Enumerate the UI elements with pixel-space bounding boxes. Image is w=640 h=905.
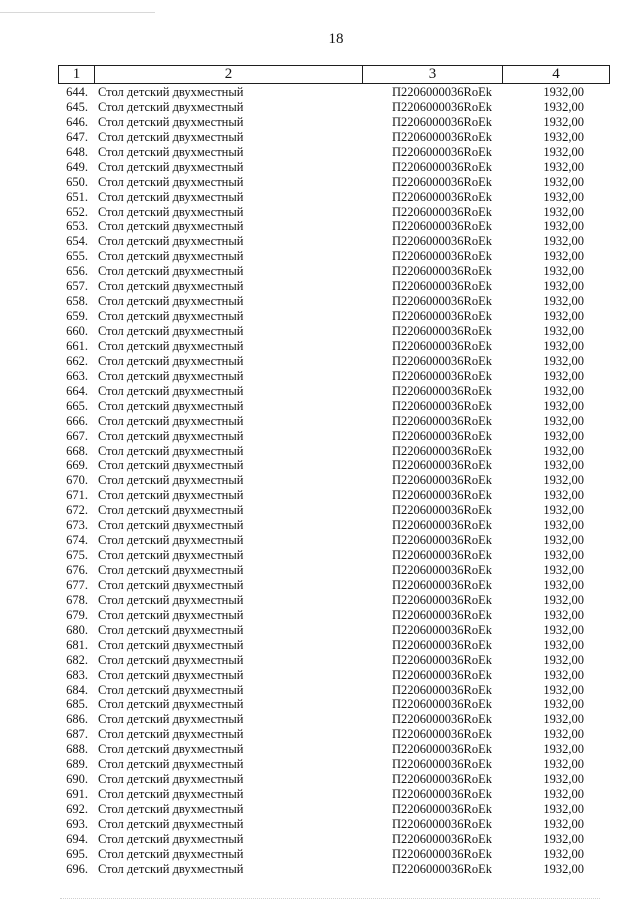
item-price: 1932,00 bbox=[543, 577, 584, 592]
item-price: 1932,00 bbox=[543, 144, 584, 159]
item-price: 1932,00 bbox=[543, 697, 584, 712]
row-number: 651. bbox=[66, 189, 88, 204]
table-row bbox=[58, 742, 618, 757]
table-row bbox=[58, 249, 618, 264]
row-number: 660. bbox=[66, 324, 88, 338]
item-name: Стол детский двухместный bbox=[98, 458, 244, 473]
row-number: 674. bbox=[66, 533, 88, 548]
row-number: 659. bbox=[66, 309, 88, 324]
row-number: 692. bbox=[66, 802, 88, 816]
table-row bbox=[58, 578, 618, 593]
item-price: 1932,00 bbox=[543, 398, 584, 413]
row-number: 654. bbox=[66, 234, 88, 249]
table-row bbox=[58, 160, 618, 175]
row-number: 647. bbox=[66, 129, 88, 144]
table-row bbox=[58, 533, 618, 548]
item-price: 1932,00 bbox=[543, 279, 584, 294]
table-row bbox=[58, 190, 618, 205]
table-row bbox=[58, 668, 618, 683]
table-row bbox=[58, 787, 618, 802]
item-price: 1932,00 bbox=[543, 757, 584, 772]
item-price: 1932,00 bbox=[543, 338, 584, 353]
table-row bbox=[58, 414, 618, 429]
item-name: Стол детский двухместный bbox=[98, 353, 244, 368]
column-header-3: 3 bbox=[363, 66, 503, 83]
item-name: Стол детский двухместный bbox=[98, 324, 244, 338]
row-number: 686. bbox=[66, 712, 88, 727]
item-name: Стол детский двухместный bbox=[98, 383, 244, 398]
inventory-code: П2206000036RoEk bbox=[392, 144, 492, 159]
row-number: 663. bbox=[66, 368, 88, 383]
table-row bbox=[58, 294, 618, 309]
table-row bbox=[58, 772, 618, 787]
item-name: Стол детский двухместный bbox=[98, 592, 244, 607]
row-number: 658. bbox=[66, 294, 88, 309]
item-price: 1932,00 bbox=[543, 234, 584, 249]
table-row bbox=[58, 608, 618, 623]
item-price: 1932,00 bbox=[543, 99, 584, 114]
table-row bbox=[58, 548, 618, 563]
table-row bbox=[58, 175, 618, 190]
item-name: Стол детский двухместный bbox=[98, 727, 244, 742]
table-row bbox=[58, 429, 618, 444]
row-number: 678. bbox=[66, 592, 88, 607]
item-price: 1932,00 bbox=[543, 219, 584, 234]
table-row bbox=[58, 279, 618, 294]
row-number: 645. bbox=[66, 99, 88, 114]
item-name: Стол детский двухместный bbox=[98, 518, 244, 533]
inventory-code: П2206000036RoEk bbox=[392, 742, 492, 757]
table-row bbox=[58, 638, 618, 653]
row-number: 676. bbox=[66, 563, 88, 577]
inventory-code: П2206000036RoEk bbox=[392, 443, 492, 458]
inventory-code: П2206000036RoEk bbox=[392, 234, 492, 249]
item-name: Стол детский двухместный bbox=[98, 503, 244, 518]
row-number: 669. bbox=[66, 458, 88, 473]
row-number: 696. bbox=[66, 861, 88, 876]
table-row bbox=[58, 324, 618, 339]
item-name: Стол детский двухместный bbox=[98, 189, 244, 204]
inventory-code: П2206000036RoEk bbox=[392, 458, 492, 473]
scan-bottom-line bbox=[60, 898, 600, 900]
item-name: Стол детский двухместный bbox=[98, 831, 244, 846]
row-number: 689. bbox=[66, 757, 88, 772]
inventory-code: П2206000036RoEk bbox=[392, 712, 492, 727]
item-price: 1932,00 bbox=[543, 204, 584, 219]
inventory-code: П2206000036RoEk bbox=[392, 831, 492, 846]
row-number: 661. bbox=[66, 338, 88, 353]
row-number: 644. bbox=[66, 85, 88, 99]
row-number: 646. bbox=[66, 114, 88, 129]
row-number: 682. bbox=[66, 652, 88, 667]
row-number: 672. bbox=[66, 503, 88, 518]
item-name: Стол детский двухместный bbox=[98, 548, 244, 563]
inventory-code: П2206000036RoEk bbox=[392, 637, 492, 652]
item-name: Стол детский двухместный bbox=[98, 473, 244, 488]
table-row bbox=[58, 100, 618, 115]
row-number: 673. bbox=[66, 518, 88, 533]
item-name: Стол детский двухместный bbox=[98, 757, 244, 772]
inventory-code: П2206000036RoEk bbox=[392, 309, 492, 324]
item-name: Стол детский двухместный bbox=[98, 129, 244, 144]
item-name: Стол детский двухместный bbox=[98, 712, 244, 727]
table-row bbox=[58, 444, 618, 459]
inventory-code: П2206000036RoEk bbox=[392, 174, 492, 189]
item-price: 1932,00 bbox=[543, 249, 584, 264]
table-body bbox=[58, 85, 618, 877]
page-number: 18 bbox=[328, 31, 344, 47]
item-price: 1932,00 bbox=[543, 802, 584, 816]
row-number: 690. bbox=[66, 772, 88, 787]
table-row bbox=[58, 593, 618, 608]
item-price: 1932,00 bbox=[543, 443, 584, 458]
row-number: 683. bbox=[66, 667, 88, 682]
item-name: Стол детский двухместный bbox=[98, 174, 244, 189]
item-price: 1932,00 bbox=[543, 324, 584, 338]
row-number: 656. bbox=[66, 264, 88, 279]
column-header-4: 4 bbox=[552, 66, 560, 82]
inventory-code: П2206000036RoEk bbox=[392, 802, 492, 816]
inventory-code: П2206000036RoEk bbox=[392, 219, 492, 234]
item-price: 1932,00 bbox=[543, 667, 584, 682]
row-number: 662. bbox=[66, 353, 88, 368]
table-row bbox=[58, 697, 618, 712]
row-number: 688. bbox=[66, 742, 88, 757]
inventory-code: П2206000036RoEk bbox=[392, 114, 492, 129]
inventory-code: П2206000036RoEk bbox=[392, 428, 492, 443]
item-name: Стол детский двухместный bbox=[98, 99, 244, 114]
table-row bbox=[58, 264, 618, 279]
item-name: Стол детский двухместный bbox=[98, 204, 244, 219]
inventory-code: П2206000036RoEk bbox=[392, 189, 492, 204]
inventory-code: П2206000036RoEk bbox=[392, 338, 492, 353]
item-price: 1932,00 bbox=[543, 518, 584, 533]
row-number: 665. bbox=[66, 398, 88, 413]
item-name: Стол детский двухместный bbox=[98, 697, 244, 712]
item-name: Стол детский двухместный bbox=[98, 309, 244, 324]
item-name: Стол детский двухместный bbox=[98, 249, 244, 264]
table-row bbox=[58, 802, 618, 817]
inventory-code: П2206000036RoEk bbox=[392, 488, 492, 503]
table-row bbox=[58, 234, 618, 249]
table-row bbox=[58, 518, 618, 533]
row-number: 653. bbox=[66, 219, 88, 234]
item-name: Стол детский двухместный bbox=[98, 114, 244, 129]
item-price: 1932,00 bbox=[543, 413, 584, 428]
row-number: 666. bbox=[66, 413, 88, 428]
item-price: 1932,00 bbox=[543, 772, 584, 787]
row-number: 675. bbox=[66, 548, 88, 563]
inventory-code: П2206000036RoEk bbox=[392, 772, 492, 787]
table-row bbox=[58, 623, 618, 638]
item-name: Стол детский двухместный bbox=[98, 279, 244, 294]
item-price: 1932,00 bbox=[543, 114, 584, 129]
row-number: 679. bbox=[66, 607, 88, 622]
inventory-code: П2206000036RoEk bbox=[392, 667, 492, 682]
item-name: Стол детский двухместный bbox=[98, 667, 244, 682]
item-name: Стол детский двухместный bbox=[98, 219, 244, 234]
table-row bbox=[58, 847, 618, 862]
table-row bbox=[58, 205, 618, 220]
item-price: 1932,00 bbox=[543, 682, 584, 697]
item-name: Стол детский двухместный bbox=[98, 637, 244, 652]
item-price: 1932,00 bbox=[543, 816, 584, 831]
inventory-code: П2206000036RoEk bbox=[392, 533, 492, 548]
inventory-code: П2206000036RoEk bbox=[392, 353, 492, 368]
item-name: Стол детский двухместный bbox=[98, 772, 244, 787]
table-row bbox=[58, 369, 618, 384]
table-row bbox=[58, 399, 618, 414]
scan-edge-line bbox=[0, 12, 155, 13]
row-number: 657. bbox=[66, 279, 88, 294]
item-price: 1932,00 bbox=[543, 563, 584, 577]
item-price: 1932,00 bbox=[543, 189, 584, 204]
item-price: 1932,00 bbox=[543, 712, 584, 727]
column-header-1: 1 bbox=[59, 66, 95, 83]
inventory-code: П2206000036RoEk bbox=[392, 816, 492, 831]
item-price: 1932,00 bbox=[543, 159, 584, 174]
item-name: Стол детский двухместный bbox=[98, 398, 244, 413]
item-name: Стол детский двухместный bbox=[98, 816, 244, 831]
inventory-code: П2206000036RoEk bbox=[392, 757, 492, 772]
item-price: 1932,00 bbox=[543, 174, 584, 189]
inventory-code: П2206000036RoEk bbox=[392, 563, 492, 577]
inventory-code: П2206000036RoEk bbox=[392, 99, 492, 114]
inventory-code: П2206000036RoEk bbox=[392, 727, 492, 742]
item-price: 1932,00 bbox=[543, 622, 584, 637]
item-price: 1932,00 bbox=[543, 368, 584, 383]
item-price: 1932,00 bbox=[543, 294, 584, 309]
item-price: 1932,00 bbox=[543, 637, 584, 652]
table-row bbox=[58, 458, 618, 473]
item-price: 1932,00 bbox=[543, 458, 584, 473]
table-row bbox=[58, 354, 618, 369]
item-name: Стол детский двухместный bbox=[98, 652, 244, 667]
inventory-code: П2206000036RoEk bbox=[392, 652, 492, 667]
item-price: 1932,00 bbox=[543, 548, 584, 563]
table-row bbox=[58, 339, 618, 354]
item-name: Стол детский двухместный bbox=[98, 413, 244, 428]
item-name: Стол детский двухместный bbox=[98, 159, 244, 174]
table-row bbox=[58, 757, 618, 772]
inventory-code: П2206000036RoEk bbox=[392, 787, 492, 802]
row-number: 652. bbox=[66, 204, 88, 219]
item-price: 1932,00 bbox=[543, 129, 584, 144]
inventory-code: П2206000036RoEk bbox=[392, 398, 492, 413]
item-price: 1932,00 bbox=[543, 592, 584, 607]
item-price: 1932,00 bbox=[543, 264, 584, 279]
item-name: Стол детский двухместный bbox=[98, 802, 244, 816]
table-row bbox=[58, 832, 618, 847]
item-name: Стол детский двухместный bbox=[98, 861, 244, 876]
item-price: 1932,00 bbox=[543, 383, 584, 398]
row-number: 684. bbox=[66, 682, 88, 697]
table-row bbox=[58, 817, 618, 832]
item-name: Стол детский двухместный bbox=[98, 85, 244, 99]
item-price: 1932,00 bbox=[543, 353, 584, 368]
table-header-row bbox=[58, 65, 610, 84]
table-row bbox=[58, 712, 618, 727]
item-name: Стол детский двухместный bbox=[98, 533, 244, 548]
row-number: 691. bbox=[66, 787, 88, 802]
inventory-code: П2206000036RoEk bbox=[392, 294, 492, 309]
item-price: 1932,00 bbox=[543, 831, 584, 846]
inventory-code: П2206000036RoEk bbox=[392, 503, 492, 518]
inventory-code: П2206000036RoEk bbox=[392, 204, 492, 219]
inventory-code: П2206000036RoEk bbox=[392, 324, 492, 338]
row-number: 650. bbox=[66, 174, 88, 189]
row-number: 664. bbox=[66, 383, 88, 398]
table-row bbox=[58, 130, 618, 145]
row-number: 655. bbox=[66, 249, 88, 264]
item-name: Стол детский двухместный bbox=[98, 144, 244, 159]
item-price: 1932,00 bbox=[543, 488, 584, 503]
item-price: 1932,00 bbox=[543, 533, 584, 548]
inventory-code: П2206000036RoEk bbox=[392, 473, 492, 488]
inventory-code: П2206000036RoEk bbox=[392, 607, 492, 622]
inventory-code: П2206000036RoEk bbox=[392, 518, 492, 533]
row-number: 670. bbox=[66, 473, 88, 488]
item-price: 1932,00 bbox=[543, 652, 584, 667]
column-header-2: 2 bbox=[95, 66, 363, 83]
row-number: 649. bbox=[66, 159, 88, 174]
row-number: 648. bbox=[66, 144, 88, 159]
table-row bbox=[58, 473, 618, 488]
table-row bbox=[58, 145, 618, 160]
table-row bbox=[58, 488, 618, 503]
item-name: Стол детский двухместный bbox=[98, 787, 244, 802]
item-name: Стол детский двухместный bbox=[98, 607, 244, 622]
row-number: 687. bbox=[66, 727, 88, 742]
row-number: 694. bbox=[66, 831, 88, 846]
item-price: 1932,00 bbox=[543, 309, 584, 324]
inventory-code: П2206000036RoEk bbox=[392, 622, 492, 637]
item-price: 1932,00 bbox=[543, 607, 584, 622]
item-name: Стол детский двухместный bbox=[98, 488, 244, 503]
inventory-code: П2206000036RoEk bbox=[392, 129, 492, 144]
row-number: 693. bbox=[66, 816, 88, 831]
item-name: Стол детский двухместный bbox=[98, 682, 244, 697]
inventory-code: П2206000036RoEk bbox=[392, 264, 492, 279]
row-number: 667. bbox=[66, 428, 88, 443]
item-price: 1932,00 bbox=[543, 503, 584, 518]
row-number: 671. bbox=[66, 488, 88, 503]
item-price: 1932,00 bbox=[543, 727, 584, 742]
item-name: Стол детский двухместный bbox=[98, 563, 244, 577]
item-price: 1932,00 bbox=[543, 473, 584, 488]
inventory-code: П2206000036RoEk bbox=[392, 592, 492, 607]
item-name: Стол детский двухместный bbox=[98, 742, 244, 757]
inventory-code: П2206000036RoEk bbox=[392, 682, 492, 697]
row-number: 680. bbox=[66, 622, 88, 637]
table-row bbox=[58, 384, 618, 399]
item-price: 1932,00 bbox=[543, 428, 584, 443]
row-number: 685. bbox=[66, 697, 88, 712]
inventory-code: П2206000036RoEk bbox=[392, 548, 492, 563]
inventory-code: П2206000036RoEk bbox=[392, 577, 492, 592]
table-row bbox=[58, 727, 618, 742]
inventory-code: П2206000036RoEk bbox=[392, 249, 492, 264]
table-row bbox=[58, 115, 618, 130]
item-price: 1932,00 bbox=[543, 846, 584, 861]
row-number: 695. bbox=[66, 846, 88, 861]
item-name: Стол детский двухместный bbox=[98, 846, 244, 861]
inventory-code: П2206000036RoEk bbox=[392, 85, 492, 99]
item-name: Стол детский двухместный bbox=[98, 234, 244, 249]
item-price: 1932,00 bbox=[543, 787, 584, 802]
table-row bbox=[58, 653, 618, 668]
inventory-code: П2206000036RoEk bbox=[392, 846, 492, 861]
item-name: Стол детский двухместный bbox=[98, 443, 244, 458]
table-row bbox=[58, 862, 618, 877]
item-name: Стол детский двухместный bbox=[98, 622, 244, 637]
item-name: Стол детский двухместный bbox=[98, 368, 244, 383]
item-name: Стол детский двухместный bbox=[98, 338, 244, 353]
item-name: Стол детский двухместный bbox=[98, 264, 244, 279]
inventory-code: П2206000036RoEk bbox=[392, 413, 492, 428]
table-row bbox=[58, 503, 618, 518]
table-row bbox=[58, 683, 618, 698]
inventory-code: П2206000036RoEk bbox=[392, 159, 492, 174]
inventory-code: П2206000036RoEk bbox=[392, 279, 492, 294]
inventory-code: П2206000036RoEk bbox=[392, 861, 492, 876]
item-price: 1932,00 bbox=[543, 742, 584, 757]
table-row bbox=[58, 563, 618, 578]
item-name: Стол детский двухместный bbox=[98, 577, 244, 592]
row-number: 677. bbox=[66, 577, 88, 592]
item-name: Стол детский двухместный bbox=[98, 428, 244, 443]
row-number: 668. bbox=[66, 443, 88, 458]
inventory-code: П2206000036RoEk bbox=[392, 697, 492, 712]
table-row bbox=[58, 85, 618, 100]
inventory-code: П2206000036RoEk bbox=[392, 383, 492, 398]
row-number: 681. bbox=[66, 637, 88, 652]
item-name: Стол детский двухместный bbox=[98, 294, 244, 309]
item-price: 1932,00 bbox=[543, 85, 584, 99]
table-row bbox=[58, 309, 618, 324]
item-price: 1932,00 bbox=[543, 861, 584, 876]
table-row bbox=[58, 219, 618, 234]
inventory-code: П2206000036RoEk bbox=[392, 368, 492, 383]
